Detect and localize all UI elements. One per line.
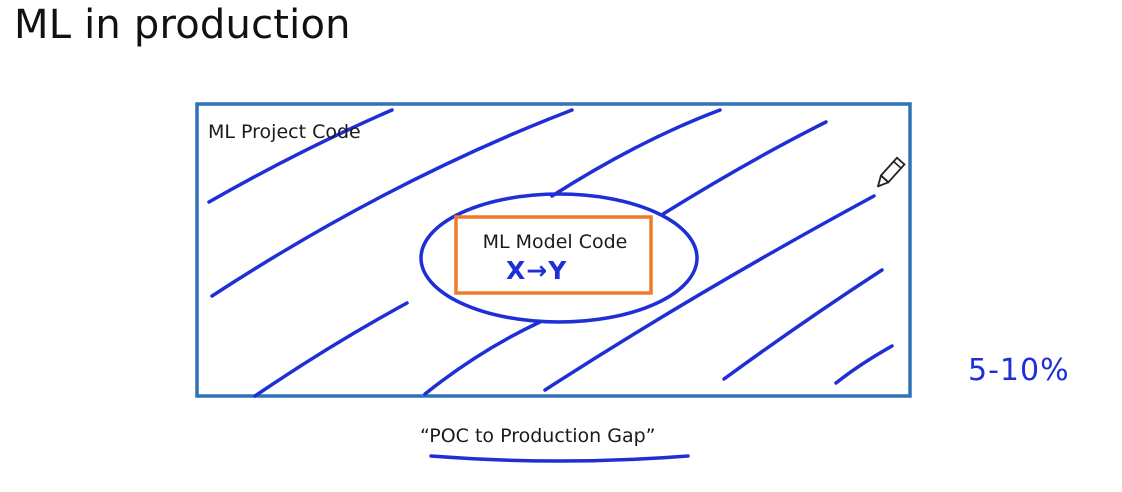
hatch-stroke [255,303,407,396]
pencil-icon [874,158,904,190]
hatch-stroke [425,322,540,394]
hatch-stroke [724,270,882,379]
hatch-stroke [663,122,826,214]
poc-gap-caption: “POC to Production Gap” [420,425,656,447]
hatch-stroke [552,110,720,196]
ml-model-code-label: ML Model Code [482,231,628,253]
hatch-stroke [836,346,892,383]
caption-underline [431,456,688,461]
slide-title: ML in production [14,2,351,48]
ml-project-code-label: ML Project Code [208,121,361,143]
percentage-annotation: 5-10% [968,353,1070,388]
x-to-y-annotation: X→Y [506,256,568,285]
